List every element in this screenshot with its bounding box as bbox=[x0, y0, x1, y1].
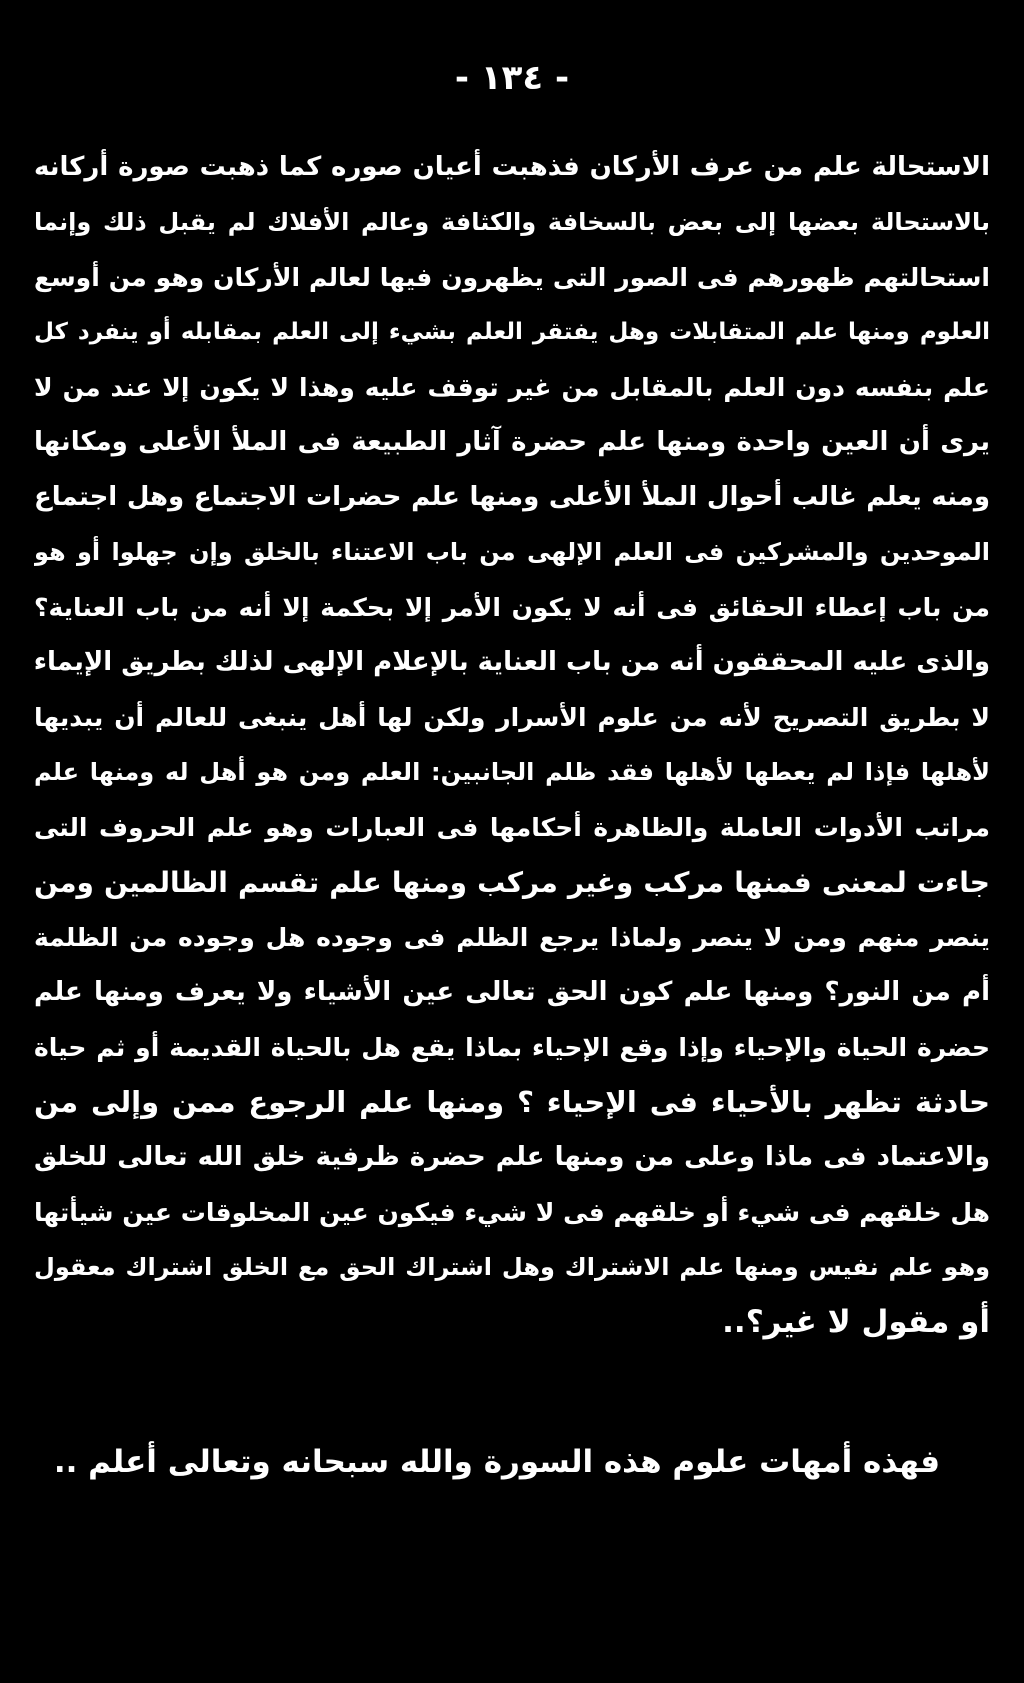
closing-line bbox=[34, 1432, 990, 1492]
text-line: والذى عليه المحققون أنه من باب العناية بالإعلام الإلهى لذلك بطريق الإيماء bbox=[34, 647, 990, 677]
text-line: بالاستحالة بعضها إلى بعض بالسخافة والكثافة وعالم الأفلاك لم يقبل ذلك وإنما bbox=[34, 208, 990, 236]
text-line: والاعتماد فى ماذا وعلى من ومنها علم حضرة ظرفية خلق الله تعالى للخلق bbox=[34, 1142, 990, 1172]
text-line: وهو علم نفيس ومنها علم الاشتراك وهل اشتراك الحق مع الخلق اشتراك معقول bbox=[34, 1253, 990, 1281]
text-line: أو مقول لا غير؟.. bbox=[722, 1304, 990, 1340]
text-line: لا بطريق التصريح لأنه من علوم الأسرار ولكن لها أهل ينبغى للعالم أن يبديها bbox=[34, 703, 990, 732]
text-line: حادثة تظهر بالأحياء فى الإحياء ؟ ومنها علم الرجوع ممن وإلى من bbox=[34, 1085, 990, 1119]
text-line: ينصر منهم ومن لا ينصر ولماذا يرجع الظلم فى وجوده هل وجوده من الظلمة bbox=[34, 923, 990, 952]
text-line: ومنه يعلم غالب أحوال الملأ الأعلى ومنها علم حضرات الاجتماع وهل اجتماع bbox=[34, 482, 990, 512]
text-line: علم بنفسه دون العلم بالمقابل من غير توقف عليه وهذا لا يكون إلا عند من لا bbox=[34, 373, 990, 402]
text-line: أم من النور؟ ومنها علم كون الحق تعالى عين الأشياء ولا يعرف ومنها علم bbox=[34, 977, 990, 1007]
text-line: الاستحالة علم من عرف الأركان فذهبت أعيان صوره كما ذهبت صورة أركانه bbox=[34, 152, 990, 182]
text-line: حضرة الحياة والإحياء وإذا وقع الإحياء بماذا يقع هل بالحياة القديمة أو ثم حياة bbox=[34, 1033, 990, 1062]
text-line: لأهلها فإذا لم يعطها لأهلها فقد ظلم الجانبين: العلم ومن هو أهل له ومنها علم bbox=[34, 758, 990, 786]
text-line: هل خلقهم فى شيء أو خلقهم فى لا شيء فيكون عين المخلوقات عين شيأتها bbox=[34, 1198, 990, 1227]
text-line: يرى أن العين واحدة ومنها علم حضرة آثار الطبيعة فى الملأ الأعلى ومكانها bbox=[34, 427, 990, 457]
text-line: جاءت لمعنى فمنها مركب وغير مركب ومنها علم تقسم الظالمين ومن bbox=[34, 866, 990, 899]
text-line: من باب إعطاء الحقائق فى أنه لا يكون الأمر إلا بحكمة إلا أنه من باب العناية؟ bbox=[34, 593, 990, 622]
body-text bbox=[34, 140, 990, 1350]
text-line: استحالتهم ظهورهم فى الصور التى يظهرون فيها لعالم الأركان وهو من أوسع bbox=[34, 263, 990, 292]
text-line: مراتب الأدوات العاملة والظاهرة أحكامها فى العبارات وهو علم الحروف التى bbox=[34, 813, 990, 842]
text-line: الموحدين والمشركين فى العلم الإلهى من باب الاعتناء بالخلق وإن جهلوا أو هو bbox=[34, 538, 990, 566]
text-line: العلوم ومنها علم المتقابلات وهل يفتقر العلم بشيء إلى العلم بمقابله أو ينفرد كل bbox=[34, 319, 990, 345]
closing-text: فهذه أمهات علوم هذه السورة والله سبحانه وتعالى أعلم .. bbox=[53, 1444, 940, 1480]
page-number: - ١٣٤ - bbox=[454, 58, 570, 98]
